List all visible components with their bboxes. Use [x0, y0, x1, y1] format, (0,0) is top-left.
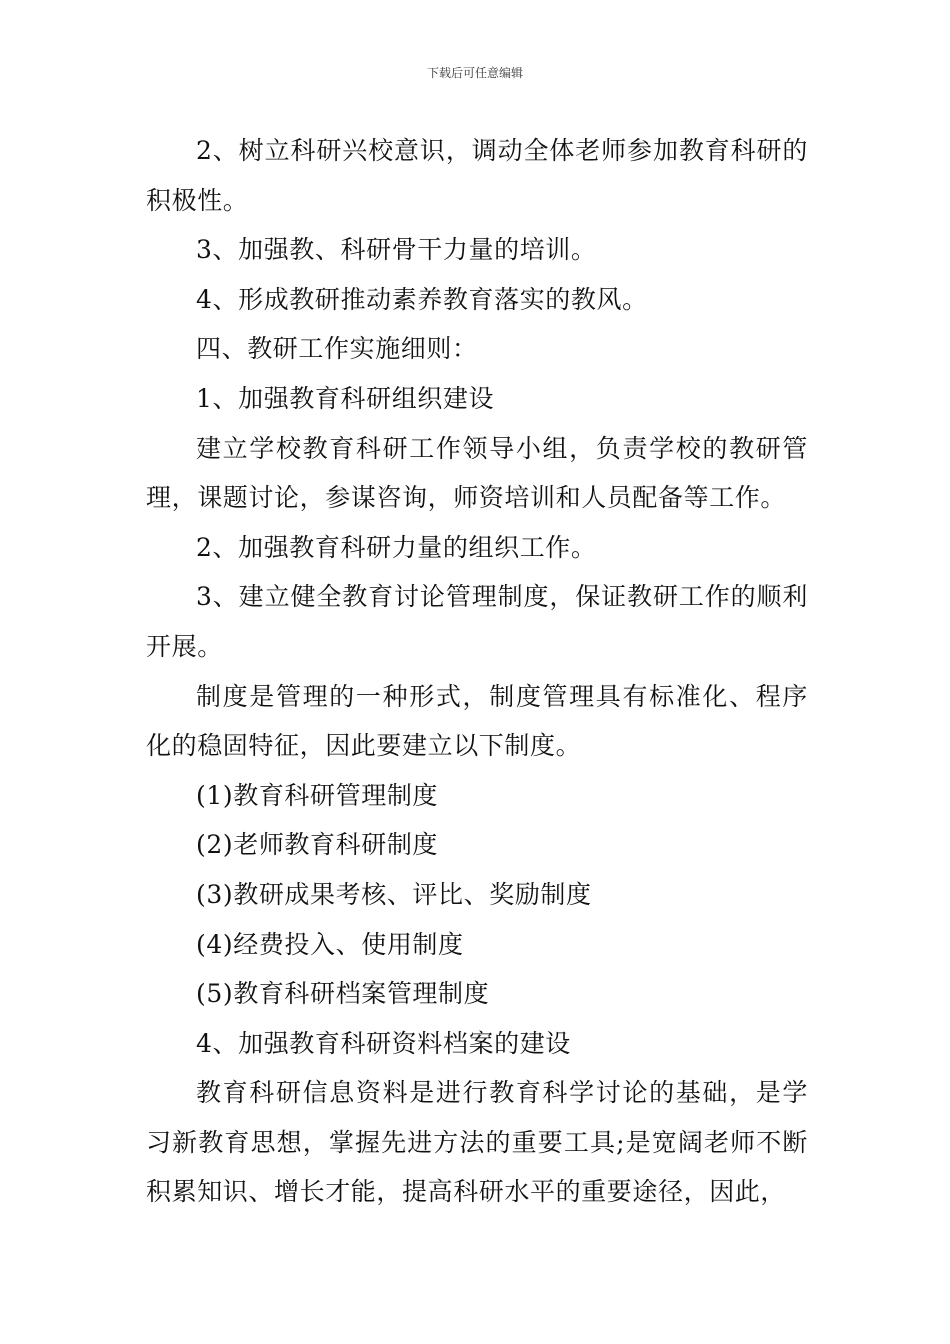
- paragraph: 4、形成教研推动素养教育落实的教风。: [196, 284, 648, 314]
- list-item: (5)教育科研档案管理制度: [196, 979, 490, 1009]
- paragraph: 教育科研信息资料是进行教育科学讨论的基础，是学习新教育思想，掌握先进方法的重要工具;是宽阔老师不断积累知识、增长才能，提高科研水平的重要途径，因此，: [146, 1078, 808, 1207]
- paragraph: 1、加强教育科研组织建设: [196, 383, 495, 413]
- paragraph: 制度是管理的一种形式，制度管理具有标准化、程序化的稳固特征，因此要建立以下制度。: [146, 681, 808, 761]
- list-item: (1)教育科研管理制度: [196, 780, 439, 810]
- paragraph: 3、建立健全教育讨论管理制度，保证教研工作的顺利开展。: [146, 582, 808, 661]
- paragraph: 建立学校教育科研工作领导小组，负责学校的教研管理，课题讨论，参谋咨询，师资培训和人员配备等工作。: [146, 433, 808, 513]
- paragraph: 4、加强教育科研资料档案的建设: [196, 1028, 571, 1058]
- paragraph: 3、加强教、科研骨干力量的培训。: [196, 235, 597, 265]
- document-body: [146, 126, 808, 1217]
- paragraph: 2、加强教育科研力量的组织工作。: [196, 532, 597, 562]
- section-heading: 四、教研工作实施细则：: [196, 334, 478, 364]
- paragraph: 2、树立科研兴校意识，调动全体老师参加教育科研的积极性。: [146, 136, 808, 215]
- list-item: (2)老师教育科研制度: [196, 830, 439, 860]
- list-item: (3)教研成果考核、评比、奖励制度: [196, 879, 592, 909]
- page-header: 下载后可任意编辑: [426, 66, 523, 80]
- list-item: (4)经费投入、使用制度: [196, 929, 464, 959]
